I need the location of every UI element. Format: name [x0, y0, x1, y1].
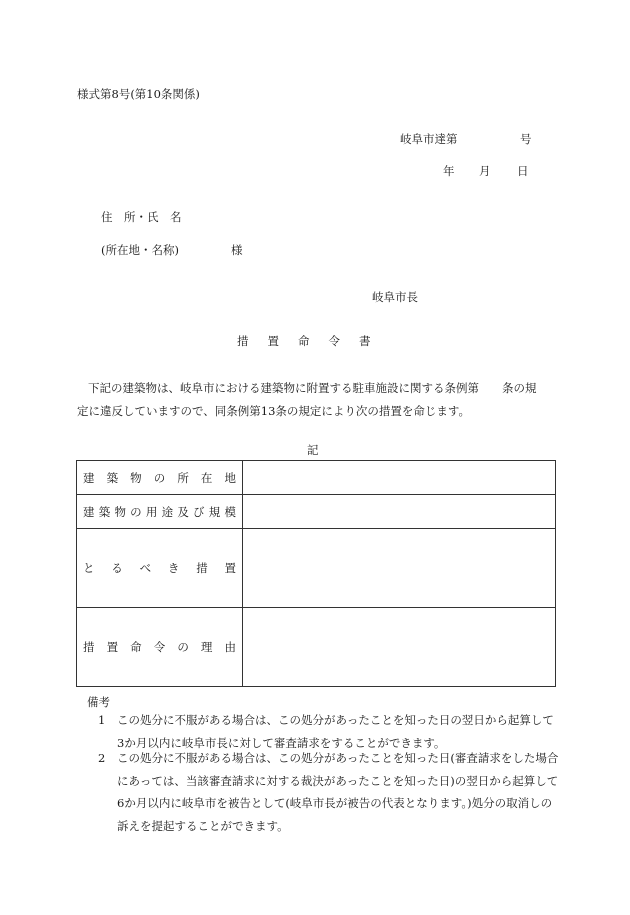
reference-number-prefix: 岐阜市達第 [400, 132, 458, 146]
row-value-reason [243, 608, 556, 687]
row-label-measures: とるべき措置 [77, 529, 243, 608]
date-day: 日 [517, 164, 529, 178]
note-number: 1 [98, 713, 106, 727]
table-row [77, 495, 556, 529]
note-item [98, 747, 560, 837]
table-row [77, 461, 556, 495]
table-row [77, 608, 556, 687]
title-char: 書 [359, 334, 371, 348]
date-month: 月 [479, 164, 491, 178]
title-char: 措 [237, 334, 249, 348]
reference-number [400, 131, 532, 147]
recipient-honorific: 様 [231, 243, 243, 257]
note-text: この処分に不服がある場合は、この処分があったことを知った日の翌日から起算して3か月以内に岐阜市長に対して審査請求をすることができます。 [117, 713, 554, 750]
table-row [77, 529, 556, 608]
row-label-usage: 建築物の用途及び規模 [77, 495, 243, 529]
row-label-reason: 措置命令の理由 [77, 608, 243, 687]
form-number: 様式第8号(第10条関係) [77, 87, 200, 101]
issuer-name: 岐阜市長 [372, 290, 418, 304]
reference-number-suffix: 号 [520, 132, 532, 146]
date-year: 年 [443, 164, 455, 178]
body-line-1: 下記の建築物は、岐阜市における建築物に附置する駐車施設に関する条例第 条の規 [88, 381, 537, 395]
row-value-usage [243, 495, 556, 529]
note-number: 2 [98, 751, 106, 765]
title-char: 置 [267, 334, 279, 348]
title-char: 令 [328, 334, 340, 348]
notes-heading: 備考 [87, 695, 110, 709]
row-value-location [243, 461, 556, 495]
body-line-2: 定に違反していますので、同条例第13条の規定により次の措置を命じます。 [77, 404, 470, 418]
note-text: この処分に不服がある場合は、この処分があったことを知った日(審査請求をした場合にあっては、当該審査請求に対する裁決があったことを知った日)の翌日から起算して6か月以内に岐阜市を被告として(岐阜市長が被告の代表となります。)処分の取消しの訴えを提起することができます。 [117, 751, 559, 833]
body-text [77, 377, 557, 423]
ki-marker: 記 [307, 443, 319, 457]
row-label-location: 建築物の所在地 [77, 461, 243, 495]
recipient-location-label: (所在地・名称) [101, 243, 179, 257]
title-char: 命 [298, 334, 310, 348]
recipient-address-label: 住 所・氏 名 [101, 210, 182, 224]
issue-date [443, 163, 529, 179]
document-title [237, 333, 390, 349]
row-value-measures [243, 529, 556, 608]
details-table [76, 460, 556, 687]
